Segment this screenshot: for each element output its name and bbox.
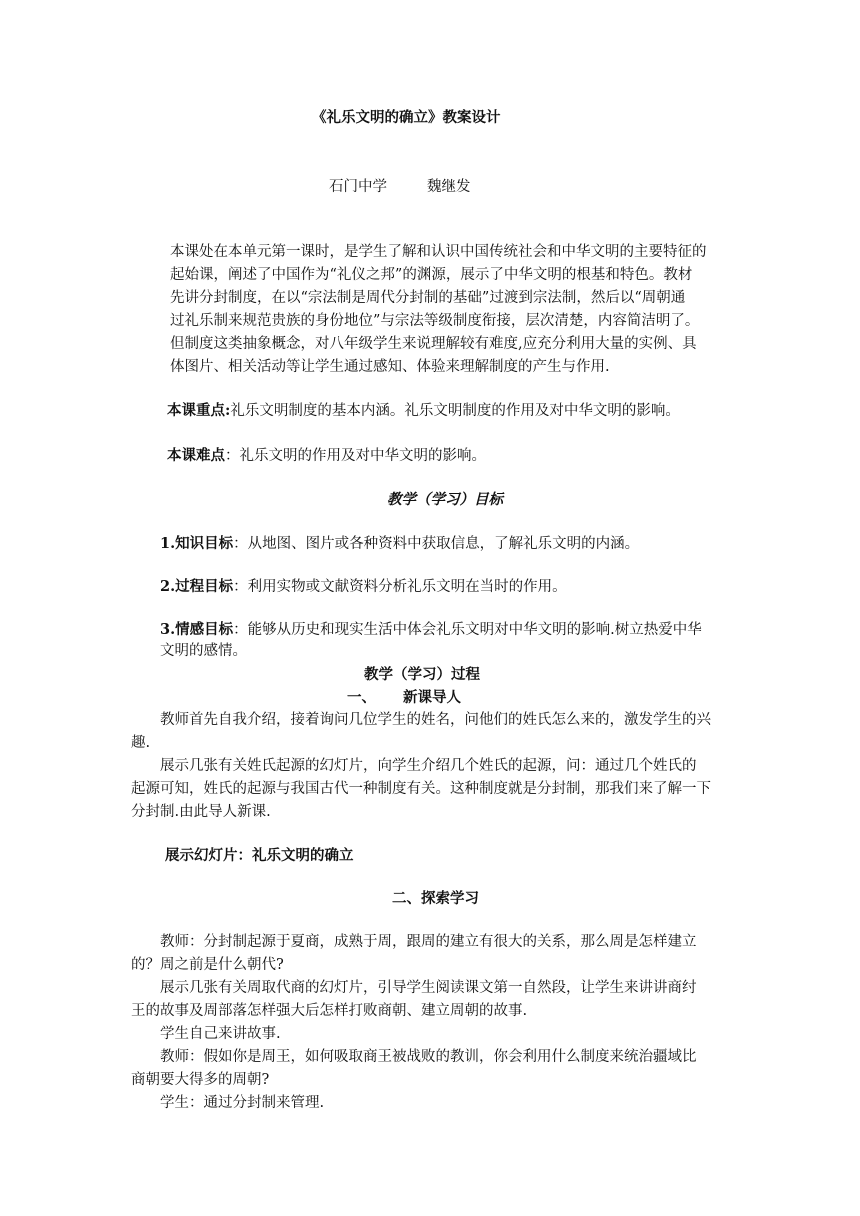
author-name: 魏继发 bbox=[427, 179, 471, 195]
key-point-text: 礼乐文明制度的基本内涵。礼乐文明制度的作用及对中华文明的影响。 bbox=[230, 403, 680, 419]
para-line: 的？周之前是什么朝代? bbox=[131, 957, 284, 973]
para-line: 趣. bbox=[131, 735, 151, 751]
section-two-heading: 二、探索学习 bbox=[392, 890, 479, 907]
key-point bbox=[167, 399, 680, 423]
goal-text: ：能够从历史和现实生活中体会礼乐文明对中华文明的影响.树立热爱中华 bbox=[233, 622, 702, 638]
intro-line: 本课处在本单元第一课时，是学生了解和认识中国传统社会和中华文明的主要特征的 bbox=[170, 244, 707, 260]
intro-line: 起始课，阐述了中国作为“礼仪之邦”的渊源，展示了中华文明的根基和特色。教材 bbox=[170, 267, 693, 283]
goal-text: ：从地图、图片或各种资料中获取信息，了解礼乐文明的内涵。 bbox=[233, 536, 640, 552]
para-line: 分封制.由此导人新课. bbox=[131, 804, 271, 820]
goal-process bbox=[160, 575, 567, 599]
goal-label: 1.知识目标 bbox=[160, 535, 234, 552]
goal-emotion bbox=[160, 618, 702, 642]
difficult-point-text: ：礼乐文明的作用及对中华文明的影响。 bbox=[225, 448, 486, 464]
goal-knowledge bbox=[160, 532, 639, 556]
para-line: 王的故事及周部落怎样强大后怎样打败商朝、建立周朝的故事. bbox=[131, 1003, 528, 1019]
para-line: 学生：通过分封制来管理. bbox=[160, 1095, 325, 1111]
section-one-title: 新课导人 bbox=[403, 689, 461, 706]
intro-line: 先讲分封制度，在以“宗法制是周代分封制的基础”过渡到宗法制，然后以“周朝通 bbox=[170, 290, 686, 306]
para-line: 展示几张有关姓氏起源的幻灯片，向学生介绍几个姓氏的起源，问：通过几个姓氏的 bbox=[160, 758, 697, 774]
key-point-label: 本课重点: bbox=[167, 402, 231, 419]
intro-line: 过礼乐制来规范贵族的身份地位”与宗法等级制度衔接，层次清楚，内容简洁明了。 bbox=[170, 313, 700, 329]
para-line: 教师首先自我介绍，接着询问几位学生的姓名，问他们的姓氏怎么来的，激发学生的兴 bbox=[160, 712, 711, 728]
goal-emotion-cont: 文明的感情。 bbox=[160, 643, 247, 659]
para-line: 起源可知，姓氏的起源与我国古代一种制度有关。这种制度就是分封制，那我们来了解一下 bbox=[131, 781, 711, 797]
goal-text: ：利用实物或文献资料分析礼乐文明在当时的作用。 bbox=[233, 579, 567, 595]
intro-line: 但制度这类抽象概念，对八年级学生来说理解较有难度,应充分利用大量的实例、具 bbox=[170, 336, 697, 352]
goals-heading: 教学（学习）目标 bbox=[387, 491, 503, 508]
para-line: 商朝要大得多的周朝? bbox=[131, 1072, 270, 1088]
difficult-point-label: 本课难点 bbox=[167, 447, 225, 464]
goal-label: 2.过程目标 bbox=[160, 578, 234, 595]
para-line: 教师：假如你是周王，如何吸取商王被战败的教训，你会利用什么制度来统治疆域比 bbox=[160, 1049, 697, 1065]
para-line: 展示几张有关周取代商的幻灯片，引导学生阅读课文第一自然段，让学生来讲讲商纣 bbox=[160, 980, 697, 996]
document-title: 《礼乐文明的确立》教案设计 bbox=[312, 109, 501, 126]
intro-line: 体图片、相关活动等让学生通过感知、体验来理解制度的产生与作用. bbox=[170, 359, 610, 375]
difficult-point bbox=[167, 444, 486, 468]
slide-label: 展示幻灯片：礼乐文明的确立 bbox=[165, 847, 354, 864]
para-line: 教师：分封制起源于夏商，成熟于周，跟周的建立有很大的关系，那么周是怎样建立 bbox=[160, 934, 697, 950]
author-school: 石门中学 bbox=[329, 179, 387, 195]
process-heading: 教学（学习）过程 bbox=[364, 666, 480, 683]
section-one-num: 一、 bbox=[347, 689, 376, 706]
para-line: 学生自己来讲故事. bbox=[160, 1026, 281, 1042]
goal-label: 3.情感目标 bbox=[160, 621, 234, 638]
